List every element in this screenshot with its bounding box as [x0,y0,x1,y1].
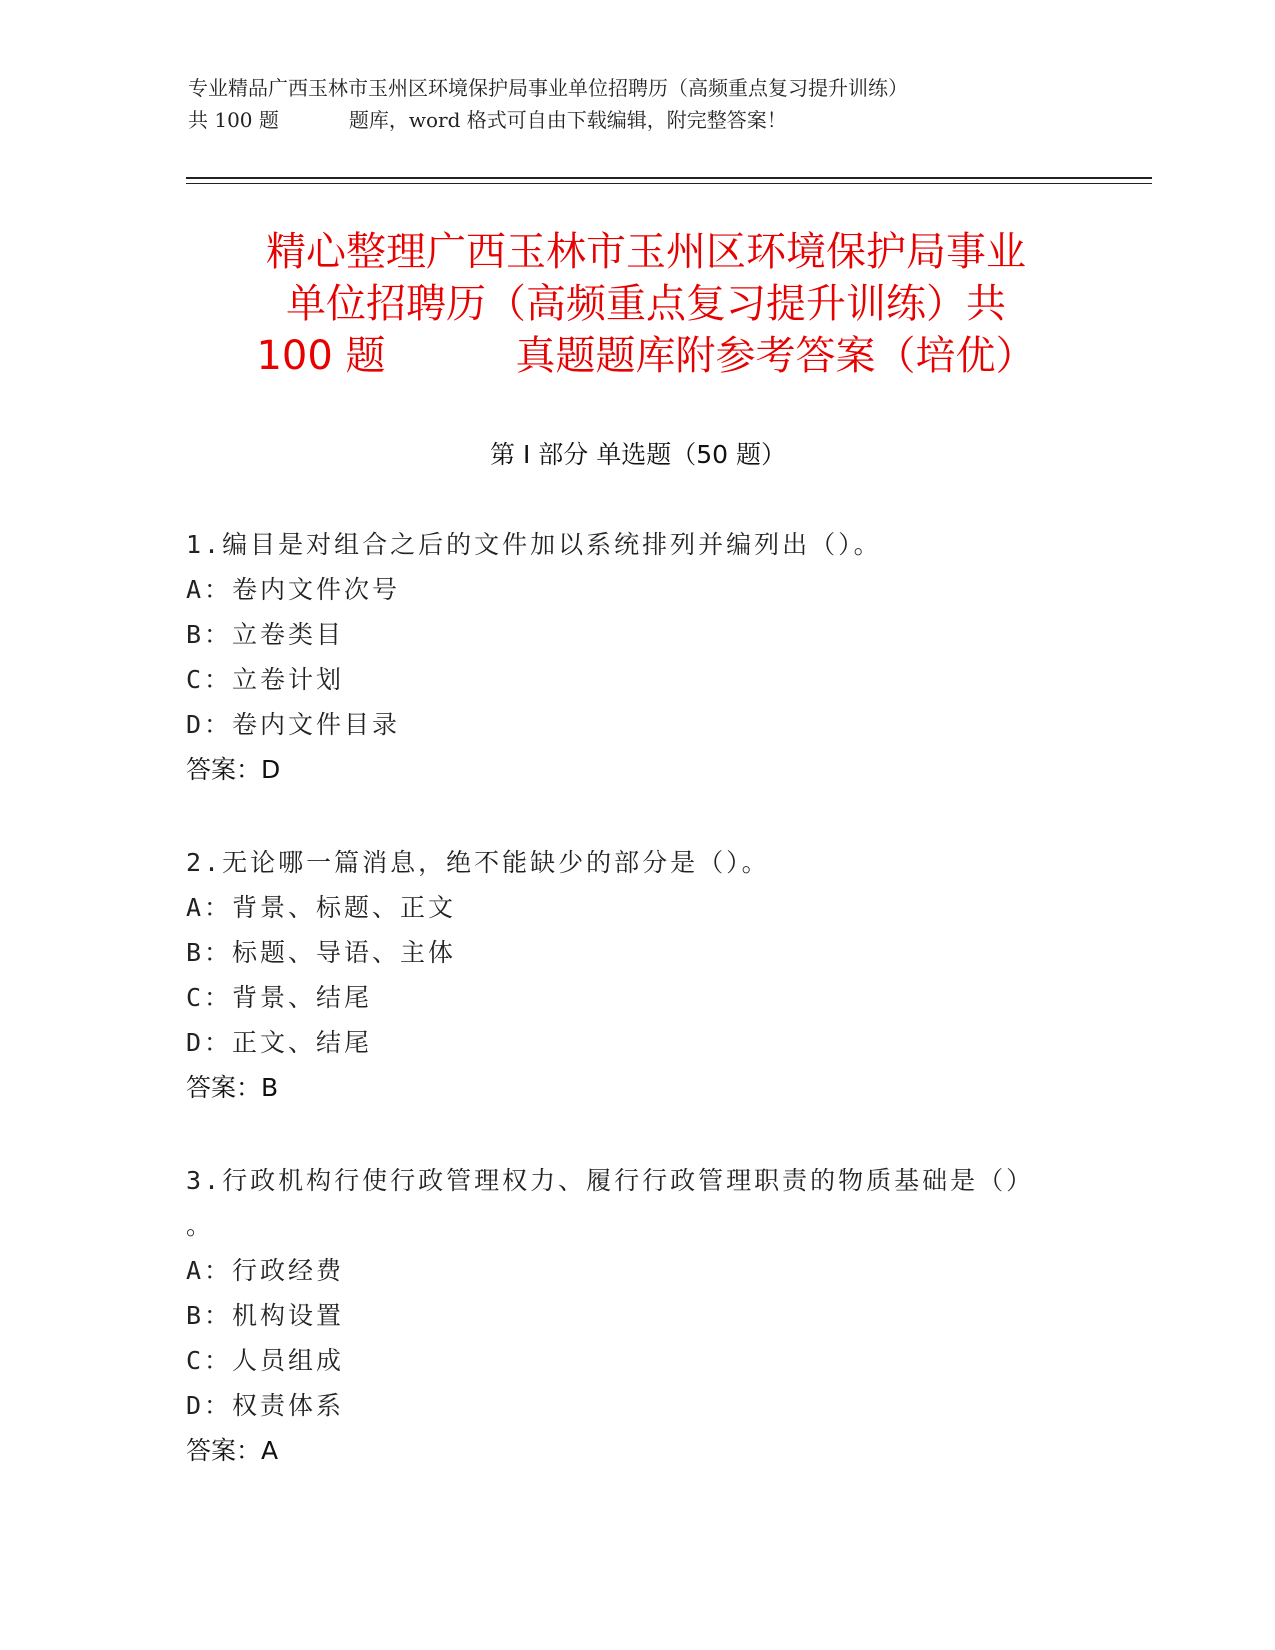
section-heading: 第 I 部分 单选题（50 题） [490,440,786,469]
option-c: C：立卷计划 [186,665,345,694]
title-subtitle: 真题题库附参考答案（培优） [515,333,1036,379]
header-description: 题库，word 格式可自由下载编辑，附完整答案！ [348,108,787,132]
question-stem: 1.编目是对组合之后的文件加以系统排列并编列出（）。 [186,530,882,559]
answer: 答案：B [186,1073,279,1102]
question-3 [186,1158,1086,1473]
question-stem: 2.无论哪一篇消息，绝不能缺少的部分是（）。 [186,848,770,877]
title-line-3 [186,330,1106,382]
option-c: C：背景、结尾 [186,983,373,1012]
option-b: B：机构设置 [186,1301,345,1330]
header-line-1: 专业精品广西玉林市玉州区环境保护局事业单位招聘历（高频重点复习提升训练） [188,76,908,100]
header-question-count: 共 100 题 [188,108,279,132]
question-2 [186,840,1086,1110]
question-stem-line-1: 3.行政机构行使行政管理权力、履行行政管理职责的物质基础是（） [186,1166,1035,1195]
answer: 答案：A [186,1436,279,1465]
option-d: D：卷内文件目录 [186,710,401,739]
title-line-2: 单位招聘历（高频重点复习提升训练）共 [286,281,1006,327]
option-d: D：权责体系 [186,1391,345,1420]
title-question-count: 100 题 [256,333,386,379]
option-a: A：背景、标题、正文 [186,893,457,922]
question-stem-line-2: 。 [186,1211,215,1240]
option-b: B：标题、导语、主体 [186,938,457,967]
question-1 [186,522,1086,792]
header-divider-thin [186,183,1152,184]
answer: 答案：D [186,755,281,784]
page-header [188,72,1088,136]
option-a: A：行政经费 [186,1256,345,1285]
document-title [186,226,1106,382]
option-c: C：人员组成 [186,1346,345,1375]
header-line-2 [188,104,1088,136]
option-a: A：卷内文件次号 [186,575,401,604]
option-b: B：立卷类目 [186,620,345,649]
header-divider-thick [186,177,1152,179]
title-line-1: 精心整理广西玉林市玉州区环境保护局事业 [266,229,1026,275]
option-d: D：正文、结尾 [186,1028,373,1057]
